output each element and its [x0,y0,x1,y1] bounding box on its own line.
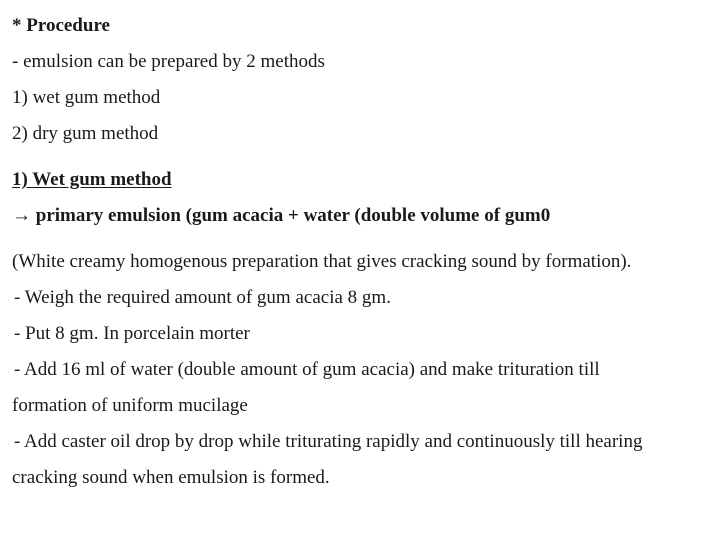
primary-emulsion-line: → primary emulsion (gum acacia + water (double volume of gum0 [12,205,551,226]
step-add-water-continued: formation of uniform mucilage [12,395,248,416]
step-put-morter: - Put 8 gm. In porcelain morter [14,323,250,344]
intro-line-dry-gum: 2) dry gum method [12,123,159,144]
intro-line-methods-count: - emulsion can be prepared by 2 methods [12,51,325,72]
step-weigh: - Weigh the required amount of gum acacia 8 gm. [14,287,391,308]
intro-line-wet-gum: 1) wet gum method [12,87,161,108]
procedure-heading: * Procedure [12,15,110,36]
step-add-oil: - Add caster oil drop by drop while triturating rapidly and continuously till hearing [14,431,643,452]
section-heading-wet-gum: 1) Wet gum method [12,169,172,190]
step-add-oil-continued: cracking sound when emulsion is formed. [12,467,330,488]
description-line: (White creamy homogenous preparation that gives cracking sound by formation). [12,251,632,272]
step-add-water: - Add 16 ml of water (double amount of gum acacia) and make trituration till [14,359,600,380]
